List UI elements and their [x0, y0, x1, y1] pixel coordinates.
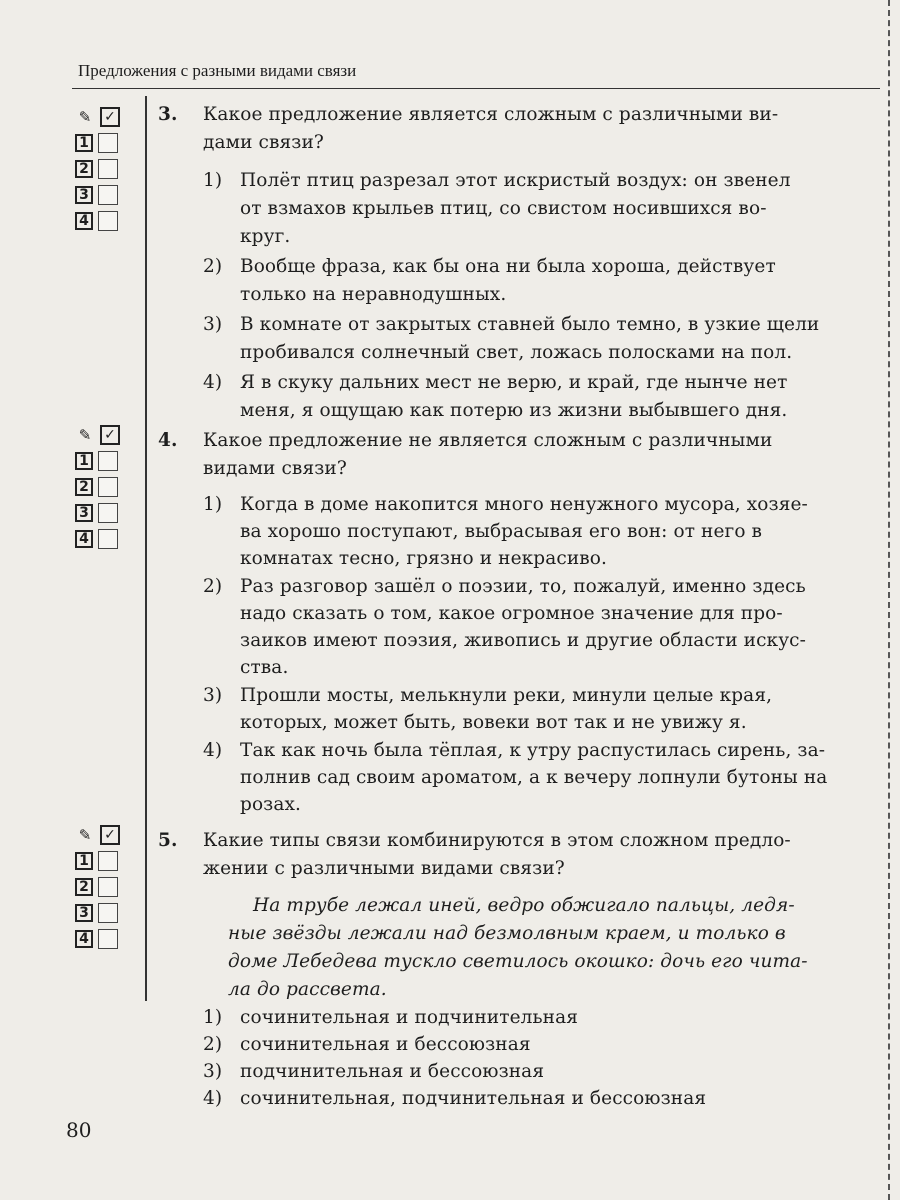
option-text: Полёт птиц разрезал этот искристый воздух: он звенел — [240, 170, 791, 191]
question-number: 3. — [158, 104, 178, 125]
pencil-icon: ✎ — [78, 426, 92, 444]
answer-box — [75, 106, 127, 236]
option-text: сочинительная, подчинительная и бессоюзная — [240, 1088, 707, 1109]
answer-row — [75, 850, 127, 872]
option-number: 4) — [203, 1088, 223, 1109]
answer-row — [75, 902, 127, 924]
answer-row — [75, 158, 127, 180]
option-text: Прошли мосты, мелькнули реки, минули целые края, — [240, 685, 773, 706]
answer-row — [75, 528, 127, 550]
option-number: 1) — [203, 1007, 223, 1028]
answer-row — [75, 502, 127, 524]
option-text: круг. — [240, 226, 291, 247]
answer-row — [75, 476, 127, 498]
answer-number: 4 — [75, 212, 93, 230]
option-text: заиков имеют поэзия, живопись и другие области искус- — [240, 630, 806, 651]
answer-number: 4 — [75, 530, 93, 548]
answer-number: 2 — [75, 478, 93, 496]
page-number: 80 — [66, 1118, 92, 1142]
answer-row — [75, 184, 127, 206]
option-text: которых, может быть, вовеки вот так и не увижу я. — [240, 712, 747, 733]
question-text: Какое предложение является сложным с различными ви- — [203, 104, 779, 125]
answer-checkbox[interactable] — [98, 451, 118, 471]
option-text: Раз разговор зашёл о поэзии, то, пожалуй, именно здесь — [240, 576, 806, 597]
answer-checkbox[interactable] — [98, 529, 118, 549]
page-edge-cut-line — [888, 0, 890, 1200]
question-number: 4. — [158, 430, 178, 451]
answer-number: 3 — [75, 504, 93, 522]
answer-checkbox[interactable] — [98, 211, 118, 231]
answer-box-header — [75, 824, 127, 846]
option-text: ва хорошо поступают, выбрасывая его вон: от него в — [240, 521, 763, 542]
answer-number: 1 — [75, 134, 93, 152]
question-text: видами связи? — [203, 458, 347, 479]
running-header: Предложения с разными видами связи — [78, 61, 357, 80]
option-text: ства. — [240, 657, 289, 678]
answer-number: 1 — [75, 452, 93, 470]
option-number: 3) — [203, 685, 223, 706]
answer-checkbox[interactable] — [98, 929, 118, 949]
checkmark-icon: ✓ — [100, 107, 120, 127]
checkmark-icon: ✓ — [100, 425, 120, 445]
answer-number: 2 — [75, 160, 93, 178]
answer-checkbox[interactable] — [98, 133, 118, 153]
answer-checkbox[interactable] — [98, 159, 118, 179]
answer-row — [75, 876, 127, 898]
pencil-icon: ✎ — [78, 826, 92, 844]
option-text: только на неравнодушных. — [240, 284, 507, 305]
option-text: полнив сад своим ароматом, а к вечеру лопнули бутоны на — [240, 767, 828, 788]
option-text: пробивался солнечный свет, ложась полосками на пол. — [240, 342, 793, 363]
answer-number: 3 — [75, 186, 93, 204]
option-text: меня, я ощущаю как потерю из жизни выбывшего дня. — [240, 400, 788, 421]
passage-text: ные звёзды лежали над безмолвным краем, и только в — [228, 923, 786, 944]
pencil-icon: ✎ — [78, 108, 92, 126]
answer-row — [75, 450, 127, 472]
option-number: 1) — [203, 494, 223, 515]
answer-checkbox[interactable] — [98, 503, 118, 523]
option-text: сочинительная и подчинительная — [240, 1007, 578, 1028]
answer-checkbox[interactable] — [98, 903, 118, 923]
question-number: 5. — [158, 830, 178, 851]
option-number: 1) — [203, 170, 223, 191]
answer-number: 2 — [75, 878, 93, 896]
option-text: от взмахов крыльев птиц, со свистом носившихся во- — [240, 198, 767, 219]
option-text: Когда в доме накопится много ненужного мусора, хозяе- — [240, 494, 808, 515]
option-number: 2) — [203, 256, 223, 277]
passage-text: доме Лебедева тускло светилось окошко: дочь его чита- — [228, 951, 808, 972]
header-rule — [72, 88, 880, 89]
answer-box-header — [75, 106, 127, 128]
option-text: подчинительная и бессоюзная — [240, 1061, 545, 1082]
answer-checkbox[interactable] — [98, 851, 118, 871]
option-number: 2) — [203, 576, 223, 597]
option-number: 3) — [203, 1061, 223, 1082]
option-text: Так как ночь была тёплая, к утру распустилась сирень, за- — [240, 740, 826, 761]
option-text: сочинительная и бессоюзная — [240, 1034, 531, 1055]
answer-box — [75, 424, 127, 554]
option-number: 2) — [203, 1034, 223, 1055]
checkmark-icon: ✓ — [100, 825, 120, 845]
answer-box — [75, 824, 127, 954]
answer-row — [75, 928, 127, 950]
answer-number: 3 — [75, 904, 93, 922]
answer-number: 4 — [75, 930, 93, 948]
option-number: 3) — [203, 314, 223, 335]
option-text: Вообще фраза, как бы она ни была хороша, действует — [240, 256, 776, 277]
option-text: розах. — [240, 794, 302, 815]
margin-rule — [145, 96, 147, 1001]
question-text: Какие типы связи комбинируются в этом сложном предло- — [203, 830, 791, 851]
answer-number: 1 — [75, 852, 93, 870]
option-number: 4) — [203, 372, 223, 393]
passage-text: ла до рассвета. — [228, 979, 387, 1000]
option-text: комнатах тесно, грязно и некрасиво. — [240, 548, 607, 569]
answer-row — [75, 210, 127, 232]
option-text: Я в скуку дальних мест не верю, и край, где нынче нет — [240, 372, 788, 393]
question-text: жении с различными видами связи? — [203, 858, 565, 879]
answer-checkbox[interactable] — [98, 877, 118, 897]
option-number: 4) — [203, 740, 223, 761]
answer-checkbox[interactable] — [98, 477, 118, 497]
answer-row — [75, 132, 127, 154]
option-text: В комнате от закрытых ставней было темно, в узкие щели — [240, 314, 820, 335]
question-text: дами связи? — [203, 132, 324, 153]
answer-checkbox[interactable] — [98, 185, 118, 205]
answer-box-header — [75, 424, 127, 446]
option-text: надо сказать о том, какое огромное значение для про- — [240, 603, 783, 624]
passage-text: На трубе лежал иней, ведро обжигало пальцы, ледя- — [253, 895, 795, 916]
question-text: Какое предложение не является сложным с различными — [203, 430, 773, 451]
